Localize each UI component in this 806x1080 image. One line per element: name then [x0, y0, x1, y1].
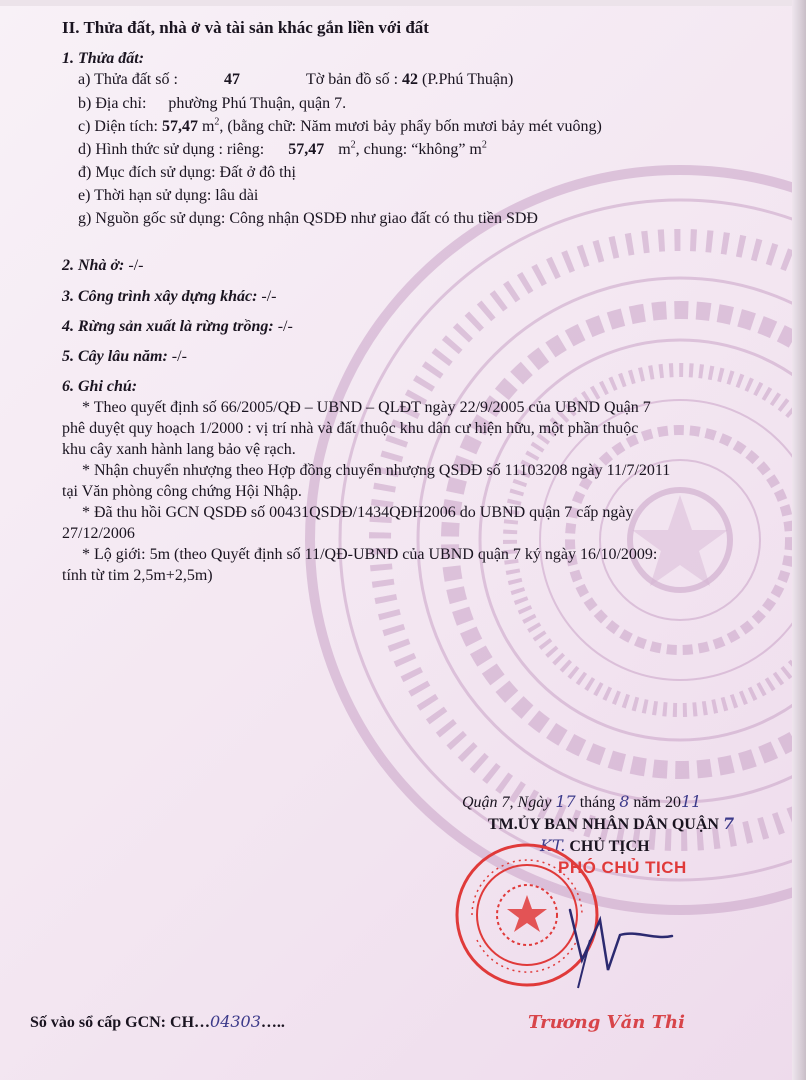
perennial-label: 5. Cây lâu năm:: [62, 348, 168, 365]
area-row: [78, 117, 602, 137]
authority-text: TM.ỦY BAN NHÂN DÂN QUẬN: [488, 816, 719, 833]
address-label: b) Địa chỉ:: [78, 95, 147, 112]
stamp-title: PHÓ CHỦ TỊCH: [558, 858, 687, 877]
area-unit: m: [201, 118, 215, 135]
area-unit-sup: 2: [214, 116, 220, 128]
note-line: khu cây xanh hành lang bảo vệ rạch.: [62, 441, 296, 458]
note-line: * Theo quyết định số 66/2005/QĐ – UBND – QLĐT ngày 22/9/2005 của UBND Quận 7: [82, 399, 651, 416]
note-line: phê duyệt quy hoạch 1/2000 : vị trí nhà và đất thuộc khu dân cư hiện hữu, một phần thuộc: [62, 420, 639, 437]
usage-form-row: [78, 140, 487, 160]
place-date-prefix: Quận 7, Ngày: [462, 794, 552, 811]
signer-name: Trương Văn Thi: [528, 1012, 685, 1033]
usage-form-private: 57,47: [288, 141, 325, 158]
usage-form-shared-sup: 2: [481, 139, 487, 151]
usage-form-sup: 2: [350, 139, 356, 151]
month-label: tháng: [579, 794, 616, 811]
origin-row: g) Nguồn gốc sử dụng: Công nhận QSDĐ như giao đất có thu tiền SDĐ: [78, 210, 538, 227]
usage-form-shared-label: , chung:: [355, 141, 408, 158]
map-sheet-note: (P.Phú Thuận): [422, 71, 514, 88]
forest-label: 4. Rừng sản xuất là rừng trồng:: [62, 318, 274, 335]
land-heading: 1. Thửa đất:: [62, 50, 145, 67]
forest-row: [62, 317, 293, 337]
map-sheet-label: Tờ bản đồ số :: [306, 71, 399, 88]
map-sheet-row: [306, 70, 513, 90]
construction-row: [62, 287, 277, 307]
usage-form-label: d) Hình thức sử dụng : riêng:: [78, 141, 265, 158]
notes-heading: 6. Ghi chú:: [62, 378, 138, 395]
section-number: II.: [62, 18, 80, 37]
note-line: tại Văn phòng công chứng Hội Nhập.: [62, 483, 302, 500]
registry-row: [30, 1012, 285, 1033]
signature-scribble: [560, 900, 680, 990]
usage-form-shared-value: “không” m: [411, 141, 482, 158]
place-date: [462, 792, 701, 813]
area-value: 57,47: [161, 118, 198, 135]
address-value: phường Phú Thuận, quận 7.: [168, 95, 347, 112]
title-text: CHỦ TỊCH: [569, 838, 650, 855]
usage-form-unit: m: [338, 141, 351, 158]
house-row: [62, 256, 143, 276]
section-header: [62, 18, 429, 38]
duration-row: e) Thời hạn sử dụng: lâu dài: [78, 187, 259, 204]
registry-trail: …..: [260, 1014, 285, 1031]
parcel-no-row: [78, 70, 178, 90]
address-row: [78, 94, 346, 114]
year-label: năm 20: [633, 794, 681, 811]
registry-value: 04303: [210, 1012, 261, 1031]
forest-value: -/-: [277, 318, 293, 335]
parcel-no-label: a) Thửa đất số :: [78, 71, 178, 88]
map-sheet-value: 42: [402, 71, 419, 88]
perennial-row: [62, 347, 187, 367]
note-line: * Lộ giới: 5m (theo Quyết định số 11/QĐ-UBND của UBND quận 7 ký ngày 16/10/2009:: [82, 546, 658, 563]
registry-label: Số vào sổ cấp GCN: CH…: [30, 1014, 211, 1031]
note-line: tính từ tim 2,5m+2,5m): [62, 567, 213, 584]
house-value: -/-: [128, 257, 144, 274]
note-line: 27/12/2006: [62, 525, 135, 542]
authority: [488, 814, 734, 835]
parcel-no-value: 47: [224, 71, 240, 88]
construction-value: -/-: [261, 288, 277, 305]
section-title: Thửa đất, nhà ở và tài sản khác gắn liền với đất: [83, 18, 429, 37]
date-month: 8: [619, 792, 630, 811]
title-prefix: KT.: [540, 836, 566, 855]
authority-handwritten: 7: [722, 814, 735, 833]
house-label: 2. Nhà ở:: [62, 257, 125, 274]
note-line: * Đã thu hồi GCN QSDĐ số 00431QSDĐ/1434QĐH2006 do UBND quận 7 cấp ngày: [82, 504, 634, 521]
area-words: , (bằng chữ: Năm mươi bảy phẩy bốn mươi bảy mét vuông): [219, 118, 602, 135]
purpose-row: đ) Mục đích sử dụng: Đất ở đô thị: [78, 164, 296, 181]
date-year: 11: [680, 792, 702, 811]
note-line: * Nhận chuyển nhượng theo Hợp đồng chuyển nhượng QSDĐ số 11103208 ngày 11/7/2011: [82, 462, 671, 479]
date-day: 17: [555, 792, 576, 811]
perennial-value: -/-: [171, 348, 187, 365]
area-label: c) Diện tích:: [78, 118, 158, 135]
construction-label: 3. Công trình xây dựng khác:: [62, 288, 258, 305]
